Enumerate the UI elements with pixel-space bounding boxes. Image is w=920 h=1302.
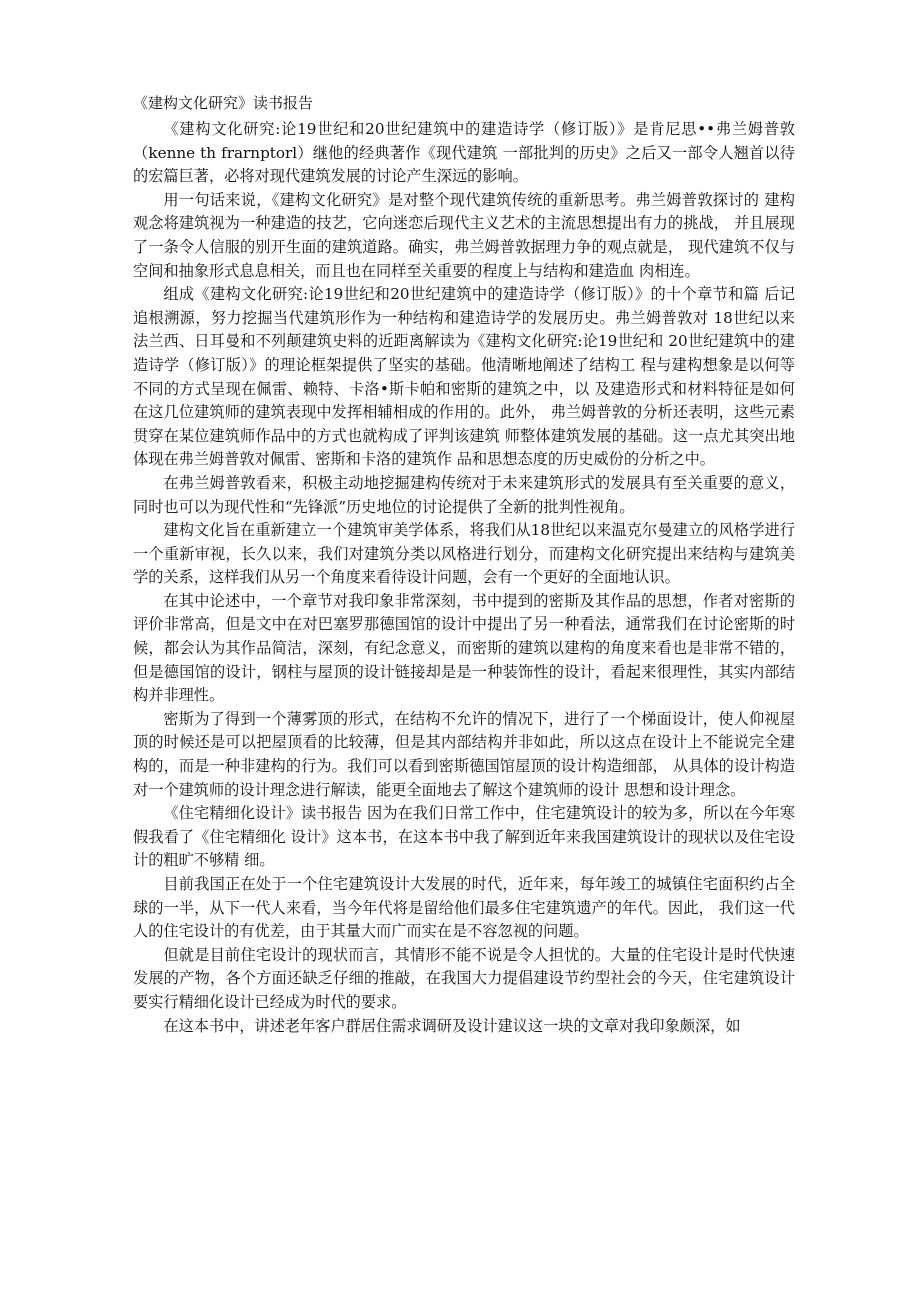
- paragraph: 建构文化旨在重新建立一个建筑审美学体系，将我们从18世纪以来温克尔曼建立的风格学进行一个重新审视，长久以来，我们对建筑分类以风格进行划分，而建构文化研究提出来结构与建筑美学的关系，这样我们从另一个角度来看待设计问题，会有一个更好的全面地认识。: [133, 521, 795, 587]
- paragraph: 《住宅精细化设计》读书报告 因为在我们日常工作中，住宅建筑设计的较为多，所以在今年寒假我看了《住宅精细化 设计》这本书，在这本书中我了解到近年来我国建筑设计的现状以及住宅设计的粗旷不够精 细。: [133, 804, 795, 870]
- paragraph: 但就是目前住宅设计的现状而言，其情形不能不说是令人担忧的。大量的住宅设计是时代快速发展的产物，各个方面还缺乏仔细的推敲，在我国大力提倡建设节约型社会的今天，住宅建筑设计要实行精细化设计已经成为时代的要求。: [133, 945, 795, 1011]
- paragraph: 目前我国正在处于一个住宅建筑设计大发展的时代，近年来，每年竣工的城镇住宅面积约占全球的一半，从下一代人来看，当今年代将是留给他们最多住宅建筑遗产的年代。因此， 我们这一代人的住宅设计的有优差，由于其量大而广而实在是不容忽视的问题。: [133, 875, 795, 941]
- document-body: [133, 118, 795, 1038]
- paragraph: 用一句话来说，《建构文化研究》是对整个现代建筑传统的重新思考。弗兰姆普敦探讨的 建构观念将建筑视为一种建造的技艺，它向迷恋后现代主义艺术的主流思想提出有力的挑战， 并且展现了一条令人信服的别开生面的建筑道路。确实，弗兰姆普敦据理力争的观点就是， 现代建筑不仅与空间和抽象形式息息相关，而且也在同样至关重要的程度上与结构和建造血 肉相连。: [133, 190, 795, 280]
- paragraph: 密斯为了得到一个薄雾顶的形式，在结构不允许的情况下，进行了一个梯面设计，使人仰视屋顶的时候还是可以把屋顶看的比较薄，但是其内部结构并非如此，所以这点在设计上不能说完全建构的，而是一种非建构的行为。我们可以看到密斯德国馆屋顶的设计构造细部， 从具体的设计构造对一个建筑师的设计理念进行解读，能更全面地去了解这个建筑师的设计 思想和设计理念。: [133, 709, 795, 799]
- document-title: 《建构文化研究》读书报告: [133, 94, 314, 112]
- paragraph: 在这本书中，讲述老年客户群居住需求调研及设计建议这一块的文章对我印象颇深，如: [163, 1016, 741, 1035]
- paragraph: 组成《建构文化研究:论19世纪和20世纪建筑中的建造诗学（修订版）》的十个章节和篇 后记追根溯源，努力挖掘当代建筑形作为一种结构和建造诗学的发展历史。弗兰姆普敦对 18世纪以来法兰西、日耳曼和不列颠建筑史料的近距离解读为《建构文化研究:论19世纪和 20世纪建筑中的建造诗学（修订版）》的理论框架提供了坚实的基础。他清晰地阐述了结构工 程与建构想象是以何等不同的方式呈现在佩雷、赖特、卡洛•斯卡帕和密斯的建筑之中，以 及建造形式和材料特征是如何在这几位建筑师的建筑表现中发挥相辅相成的作用的。此外， 弗兰姆普敦的分析还表明，这些元素贯穿在某位建筑师作品中的方式也就构成了评判该建筑 师整体建筑发展的基础。这一点尤其突出地体现在弗兰姆普敦对佩雷、密斯和卡洛的建筑作 品和思想态度的历史威份的分析之中。: [133, 285, 795, 469]
- paragraph: 在其中论述中，一个章节对我印象非常深刻，书中提到的密斯及其作品的思想，作者对密斯的评价非常高，但是文中在对巴塞罗那德国馆的设计中提出了另一种看法，通常我们在讨论密斯的时候，都会认为其作品简洁，深刻，有纪念意义，而密斯的建筑以建构的角度来看也是非常不错的，但是德国馆的设计，钢柱与屋顶的设计链接却是是一种装饰性的设计，看起来很理性，其实内部结构并非理性。: [133, 591, 795, 705]
- paragraph: 在弗兰姆普敦看来，积极主动地挖掘建构传统对于未来建筑形式的发展具有至关重要的意义，同时也可以为现代性和“先锋派”历史地位的讨论提供了全新的批判性视角。: [133, 473, 795, 516]
- paragraph: 《建构文化研究:论19世纪和20世纪建筑中的建造诗学（修订版）》是肯尼思••弗兰姆普敦（kenne th frarnptorl）继他的经典著作《现代建筑 一部批判的历史》之后又一部令人翘首以待的宏篇巨著，必将对现代建筑发展的讨论产生深远的影响。: [133, 120, 795, 186]
